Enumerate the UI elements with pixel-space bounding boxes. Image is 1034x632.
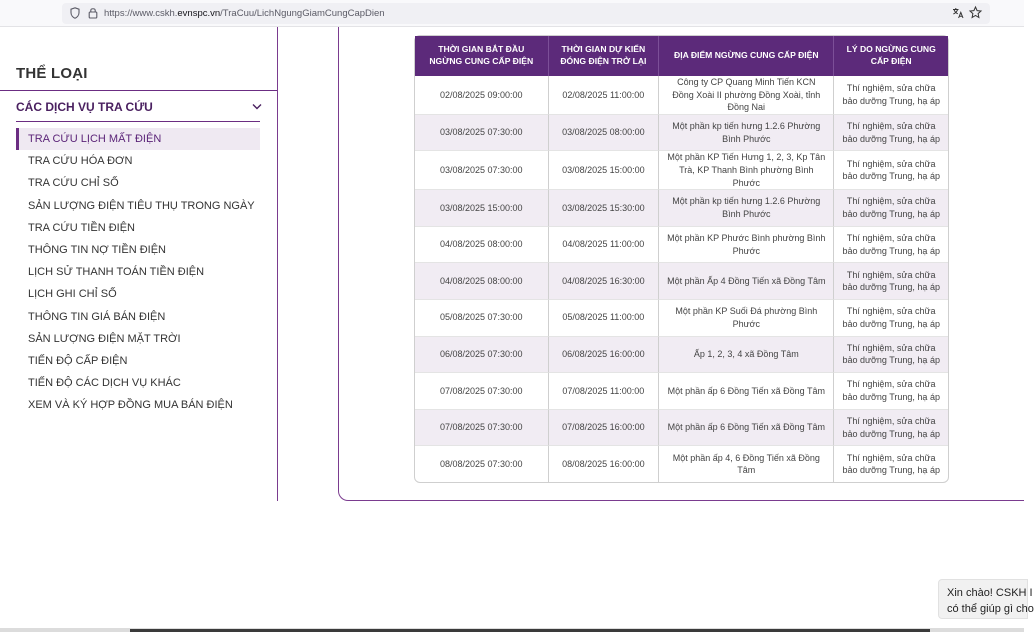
chat-line: có thể giúp gì cho	[947, 603, 1034, 615]
cell-restore-time: 02/08/2025 11:00:00	[549, 76, 660, 114]
cell-restore-time: 03/08/2025 15:00:00	[549, 150, 660, 189]
sidebar-item[interactable]: TIẾN ĐỘ CẤP ĐIỆN	[28, 354, 128, 367]
cell-location: Một phần ấp 6 Đồng Tiến xã Đồng Tâm	[659, 409, 834, 446]
cell-restore-time: 07/08/2025 11:00:00	[549, 372, 660, 409]
sidebar-item[interactable]: TRA CỨU HÓA ĐƠN	[28, 155, 133, 168]
sidebar	[0, 27, 278, 501]
sidebar-item[interactable]: THÔNG TIN NỢ TIỀN ĐIỆN	[28, 243, 166, 256]
cell-reason: Thí nghiệm, sửa chữa bảo dưỡng Trung, hạ áp	[842, 83, 940, 106]
bottom-scrollbar[interactable]	[0, 628, 1024, 632]
cell-start-time: 08/08/2025 07:30:00	[415, 445, 549, 482]
cell-restore-time: 04/08/2025 11:00:00	[549, 226, 660, 263]
cell-restore-time: 08/08/2025 16:00:00	[549, 445, 660, 482]
shield-icon[interactable]	[70, 7, 80, 19]
cell-restore-time: 06/08/2025 16:00:00	[549, 336, 660, 373]
divider	[16, 121, 260, 122]
chat-line: Xin chào! CSKH I	[947, 587, 1033, 599]
cell-location: Một phần Ấp 4 Đồng Tiến xã Đồng Tâm	[659, 262, 834, 299]
sidebar-title: THỂ LOẠI	[16, 65, 88, 82]
sidebar-item[interactable]: SẢN LƯỢNG ĐIỆN TIÊU THỤ TRONG NGÀY	[28, 199, 255, 212]
table-row	[415, 409, 948, 446]
url-text[interactable]	[104, 8, 385, 19]
table-row	[415, 299, 948, 336]
cell-reason: Thí nghiệm, sửa chữa bảo dưỡng Trung, hạ áp	[834, 445, 948, 482]
sidebar-item[interactable]: XEM VÀ KÝ HỢP ĐỒNG MUA BÁN ĐIỆN	[28, 399, 233, 412]
cell-reason: Thí nghiệm, sửa chữa bảo dưỡng Trung, hạ áp	[834, 114, 948, 151]
cell-start-time: 04/08/2025 08:00:00	[415, 226, 549, 263]
cell-location: Một phần ấp 4, 6 Đồng Tiến xã Đồng Tâm	[659, 445, 834, 482]
cell-location: Một phần kp tiến hưng 1.2.6 Phường Bình Phước	[659, 114, 834, 151]
cell-restore-time: 03/08/2025 15:30:00	[549, 189, 660, 226]
table-row	[415, 336, 948, 373]
cell-location: Một phần KP Tiến Hưng 1, 2, 3, Kp Tân Trà, KP Thanh Bình phường Bình Phước	[659, 150, 834, 189]
column-header-location: ĐỊA ĐIỂM NGỪNG CUNG CẤP ĐIỆN	[659, 36, 834, 76]
divider	[0, 90, 277, 91]
sidebar-item[interactable]: TIẾN ĐỘ CÁC DỊCH VỤ KHÁC	[28, 377, 181, 390]
table-row	[415, 226, 948, 263]
url-host: evnspc.vn	[177, 8, 221, 19]
url-prefix: https://www.cskh.	[104, 8, 178, 19]
sidebar-item[interactable]: TRA CỨU LỊCH MẤT ĐIỆN	[16, 128, 260, 150]
table-row	[415, 114, 948, 151]
translate-icon[interactable]	[952, 7, 964, 19]
table-row	[415, 150, 948, 189]
cell-start-time: 07/08/2025 07:30:00	[415, 372, 549, 409]
sidebar-item[interactable]: TRA CỨU TIỀN ĐIỆN	[28, 221, 135, 234]
url-path: /TraCuu/LichNgungGiamCungCapDien	[220, 8, 385, 19]
table-row	[415, 76, 948, 114]
cell-start-time: 02/08/2025 09:00:00	[415, 76, 549, 114]
cell-start-time: 04/08/2025 08:00:00	[415, 262, 549, 299]
star-icon[interactable]	[969, 6, 982, 19]
sidebar-item[interactable]: LỊCH SỬ THANH TOÁN TIỀN ĐIỆN	[28, 266, 205, 279]
cell-reason: Thí nghiệm, sửa chữa bảo dưỡng Trung, hạ áp	[834, 372, 948, 409]
table-row	[415, 262, 948, 299]
cell-location: Công ty CP Quang Minh Tiến KCN Đồng Xoài II phường Đồng Xoài, tỉnh Đồng Nai	[659, 76, 834, 114]
cell-location: Một phần KP Phước Bình phường Bình Phước	[659, 226, 834, 263]
cell-start-time: 03/08/2025 15:00:00	[415, 189, 549, 226]
sidebar-item[interactable]: TRA CỨU CHỈ SỐ	[28, 177, 119, 190]
cell-reason: Thí nghiệm, sửa chữa bảo dưỡng Trung, hạ áp	[834, 189, 948, 226]
column-header-start-time: THỜI GIAN BẮT ĐẦU NGỪNG CUNG CẤP ĐIỆN	[415, 36, 549, 76]
column-header-restore-time: THỜI GIAN DỰ KIẾN ĐÓNG ĐIỆN TRỞ LẠI	[549, 36, 660, 76]
cell-restore-time: 05/08/2025 11:00:00	[549, 299, 660, 336]
cell-restore-time: 04/08/2025 16:30:00	[549, 262, 660, 299]
browser-toolbar	[0, 0, 1024, 27]
sidebar-menu	[16, 128, 260, 416]
outage-schedule-table	[414, 35, 949, 483]
chat-greeting-bubble[interactable]	[938, 579, 1034, 619]
cell-start-time: 06/08/2025 07:30:00	[415, 336, 549, 373]
cell-start-time: 07/08/2025 07:30:00	[415, 409, 549, 446]
cell-restore-time: 07/08/2025 16:00:00	[549, 409, 660, 446]
section-label: CÁC DỊCH VỤ TRA CỨU	[16, 100, 153, 114]
chevron-down-icon[interactable]	[251, 102, 263, 112]
table-row	[415, 372, 948, 409]
cell-reason: Thí nghiệm, sửa chữa bảo dưỡng Trung, hạ áp	[834, 336, 948, 373]
sidebar-item[interactable]: SẢN LƯỢNG ĐIỆN MẶT TRỜI	[28, 332, 181, 345]
cell-reason: Thí nghiệm, sửa chữa bảo dưỡng Trung, hạ áp	[834, 150, 948, 189]
table-row	[415, 189, 948, 226]
cell-reason: Thí nghiệm, sửa chữa bảo dưỡng Trung, hạ áp	[834, 409, 948, 446]
cell-location: Một phần ấp 6 Đồng Tiến xã Đồng Tâm	[659, 372, 834, 409]
lock-icon[interactable]	[88, 7, 98, 19]
cell-restore-time: 03/08/2025 08:00:00	[549, 114, 660, 151]
cell-location: Một phần kp tiến hưng 1.2.6 Phường Bình Phước	[659, 189, 834, 226]
cell-reason: Thí nghiệm, sửa chữa bảo dưỡng Trung, hạ áp	[834, 299, 948, 336]
cell-start-time: 05/08/2025 07:30:00	[415, 299, 549, 336]
cell-location: Ấp 1, 2, 3, 4 xã Đồng Tâm	[659, 336, 834, 373]
cell-start-time: 03/08/2025 07:30:00	[415, 150, 549, 189]
table-row	[415, 445, 948, 482]
sidebar-item[interactable]: LỊCH GHI CHỈ SỐ	[28, 288, 117, 301]
section-toggle[interactable]	[16, 100, 264, 120]
cell-start-time: 03/08/2025 07:30:00	[415, 114, 549, 151]
column-header-reason: LÝ DO NGỪNG CUNG CẤP ĐIỆN	[834, 36, 948, 76]
sidebar-item[interactable]: THÔNG TIN GIÁ BÁN ĐIỆN	[28, 310, 166, 323]
cell-reason: Thí nghiệm, sửa chữa bảo dưỡng Trung, hạ áp	[834, 226, 948, 263]
cell-reason: Thí nghiệm, sửa chữa bảo dưỡng Trung, hạ áp	[834, 262, 948, 299]
cell-location: Một phần KP Suối Đá phường Bình Phước	[659, 299, 834, 336]
table-header-row	[415, 36, 948, 76]
